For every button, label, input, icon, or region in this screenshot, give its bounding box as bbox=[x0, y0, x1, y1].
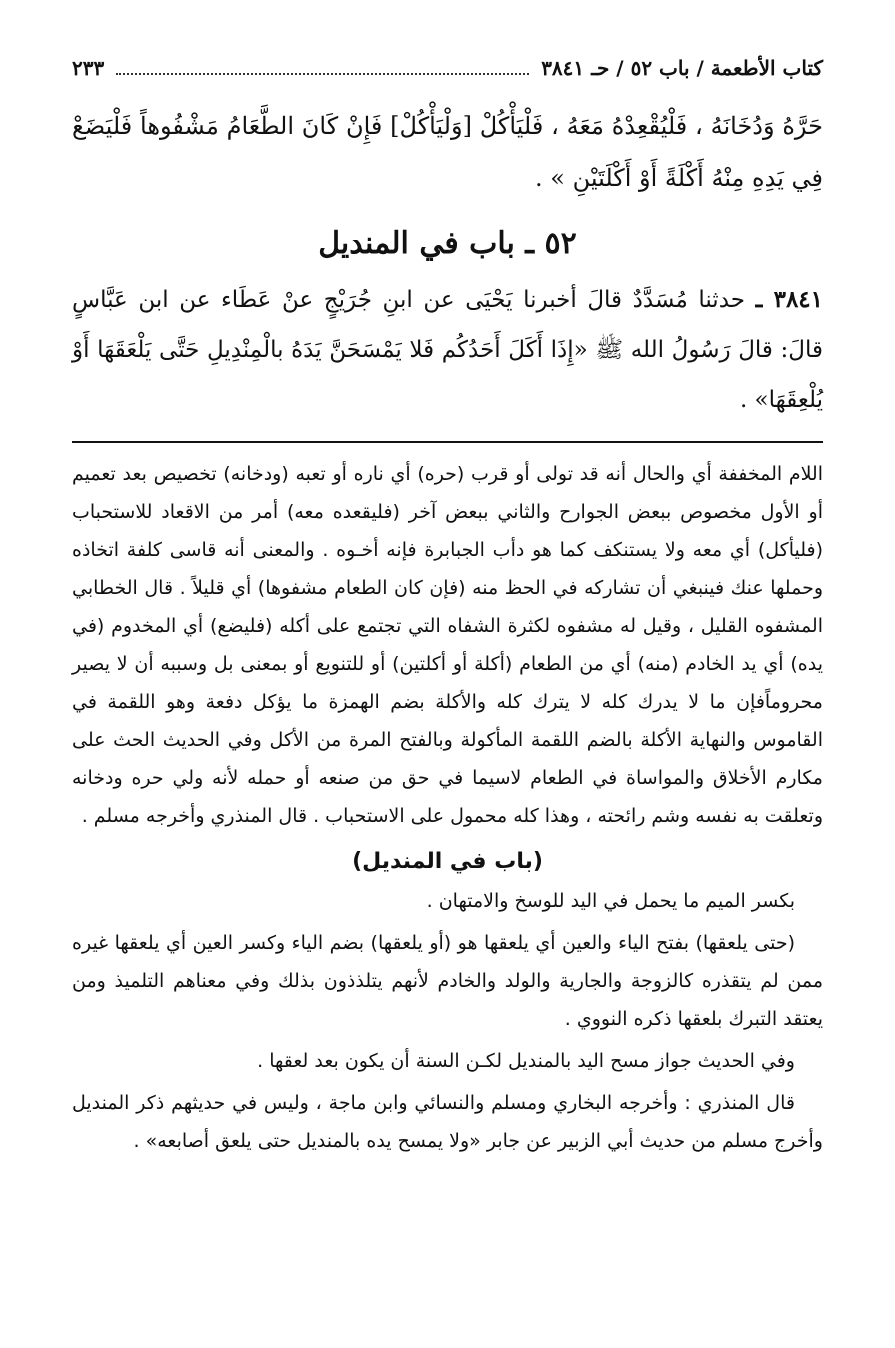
chapter-title: ٥٢ ـ باب في المنديل bbox=[318, 226, 577, 261]
book-page bbox=[72, 56, 823, 1308]
hadith-body: حدثنا مُسَدَّدٌ قالَ أخبرنا يَحْيَى عن ابنِ جُرَيْجٍ عنْ عَطَاء عن ابن عَبَّاسٍ قالَ: قالَ رَسُولُ الله ﷺ «إِذَا أَكَلَ أَحَدُكُم فَلا يَمْسَحَنَّ يَدَهُ بالْمِنْدِيلِ حَتَّى يَلْعَقَهَا أَوْ يُلْعِقَهَا» . bbox=[72, 287, 823, 413]
commentary-paragraph-3: (حتى يلعقها) بفتح الياء والعين أي يلعقها هو (أو يلعقها) بضم الياء وكسر العين أي يلعقها غيره ممن لم يتقذره كالزوجة والجارية والولد والخادم لأنهم يتلذذون بذلك وفي معناهم التلميذ ومن يعتقد التبرك بلعقها ذكره النووي . bbox=[72, 932, 823, 1030]
hadith-number: ٣٨٤١ ـ bbox=[755, 286, 824, 313]
commentary-paragraph-4: وفي الحديث جواز مسح اليد بالمنديل لكـن السنة أن يكون بعد لعقها . bbox=[257, 1050, 795, 1072]
commentary-sub-heading: (باب في المنديل) bbox=[352, 849, 543, 874]
hadith-continuation: حَرَّهُ وَدُخَانَهُ ، فَلْيُقْعِدْهُ مَعَهُ ، فَلْيَأْكُلْ [وَلْيَأْكُلْ] فَإِنْ كَانَ الطَّعَامُ مَشْفُوهاً فَلْيَضَعْ فِي يَدِهِ مِنْهُ أَكْلَةً أَوْ أَكْلَتَيْنِ » . bbox=[72, 112, 823, 192]
commentary-paragraph-5: قال المنذري : وأخرجه البخاري ومسلم والنسائي وابن ماجة ، وليس في حديثهم ذكر المنديل وأخرج مسلم من حديث أبي الزبير عن جابر «ولا يمسح يده بالمنديل حتى يلعق أصابعه» . bbox=[72, 1092, 823, 1152]
commentary-paragraph-1: اللام المخففة أي والحال أنه قد تولى أو قرب (حره) أي ناره أو تعبه (ودخانه) تخصيص بعد تعميم أو الأول مخصوص ببعض الجوارح والثاني ببعض آخر (فليقعده معه) أمر من الاقعاد للاستحباب (فليأكل) أي معه ولا يستنكف كما هو دأب الجبابرة فإنه أخـوه . والمعنى أنه قاسى كلفة اتخاذه وحملها عنك فينبغي أن تشاركه في الحظ منه (فإن كان الطعام مشفوها) أي قليلاً . قال الخطابي المشفوه القليل ، وقيل له مشفوه لكثرة الشفاه التي تجتمع على أكله (فليضع) أي المخدوم (في يده) أي يد الخادم (منه) أي من الطعام (أكلة أو أكلتين) أو للتنويع أو بمعنى بل وسببه أن لا يصير محروماًفإن ما لا يدرك كله لا يترك كله والأكلة بضم الهمزة ما يؤكل دفعة وهو اللقمة في القاموس والنهاية الأكلة بالضم اللقمة المأكولة وبالفتح المرة من الأكل وفي الحديث الحث على مكارم الأخلاق والمواساة في الطعام لاسيما في حق من صنعه أو حمله لأنه ولي حره ودخانه وتعلقت به نفسه وشم رائحته ، وهذا كله محمول على الاستحباب . قال المنذري وأخرجه مسلم . bbox=[72, 463, 823, 827]
hadith-text bbox=[72, 275, 823, 425]
commentary-paragraph-2: بكسر الميم ما يحمل في اليد للوسخ والامتهان . bbox=[426, 890, 795, 912]
commentary-divider bbox=[72, 441, 823, 443]
running-title: كتاب الأطعمة / باب ٥٢ / حـ ٣٨٤١ bbox=[541, 56, 823, 80]
page-number: ٢٣٣ bbox=[72, 56, 105, 80]
running-header bbox=[72, 56, 823, 96]
dotted-leader bbox=[116, 61, 529, 75]
